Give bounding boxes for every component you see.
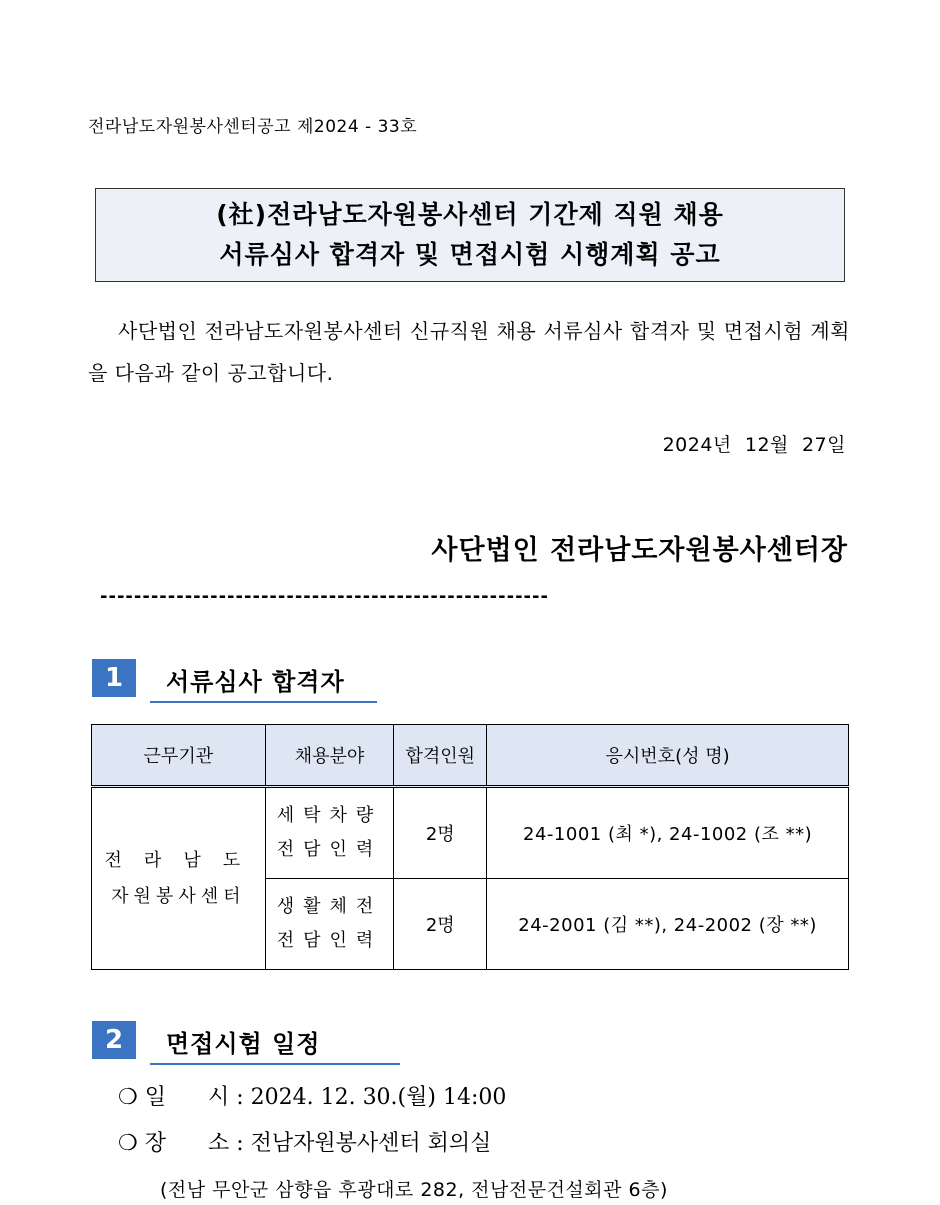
issuer-name: 사단법인 전라남도자원봉사센터장 xyxy=(431,535,848,566)
header-field: 채용분야 xyxy=(265,725,394,787)
section-2-title: 면접시험 일정 xyxy=(150,1024,400,1065)
schedule-label: 일 시 xyxy=(144,1085,230,1110)
intro-paragraph xyxy=(88,310,850,394)
results-table xyxy=(91,724,849,970)
table-row xyxy=(92,787,849,879)
bullet-icon: ❍ xyxy=(118,1085,138,1110)
separator-line: ----------------------------------------------------- xyxy=(100,586,549,607)
header-org: 근무기관 xyxy=(92,725,266,787)
notice-number: 전라남도자원봉사센터공고 제2024 - 33호 xyxy=(88,117,418,137)
org-line-1: 전라남도 xyxy=(104,849,263,871)
ids-cell: 24-2001 (김 **), 24-2002 (장 **) xyxy=(487,879,849,970)
notice-date: 2024년 12월 27일 xyxy=(662,434,846,456)
schedule-item-location xyxy=(118,1126,491,1157)
field-cell xyxy=(265,879,394,970)
table-header-row xyxy=(92,725,849,787)
title-line-1: (社)전라남도자원봉사센터 기간제 직원 채용 xyxy=(216,200,724,229)
section-1-number: 1 xyxy=(92,659,136,697)
section-1-title: 서류심사 합격자 xyxy=(150,662,377,703)
schedule-value: : 전남자원봉사센터 회의실 xyxy=(236,1131,492,1156)
field-line-1: 세탁차량 xyxy=(276,805,383,826)
title-line-2: 서류심사 합격자 및 면접시험 시행계획 공고 xyxy=(219,240,721,269)
field-line-2: 전담인력 xyxy=(276,839,383,860)
field-line-2: 전담인력 xyxy=(276,930,383,951)
bullet-icon: ❍ xyxy=(118,1131,138,1156)
field-cell xyxy=(265,787,394,879)
count-cell: 2명 xyxy=(394,879,487,970)
schedule-value: : 2024. 12. 30.(월) 14:00 xyxy=(236,1085,507,1110)
header-count: 합격인원 xyxy=(394,725,487,787)
ids-cell: 24-1001 (최 *), 24-1002 (조 **) xyxy=(487,787,849,879)
location-address: (전남 무안군 삼향읍 후광대로 282, 전남전문건설회관 6층) xyxy=(160,1179,668,1201)
schedule-label: 장 소 xyxy=(144,1131,230,1156)
org-line-2: 자원봉사센터 xyxy=(111,885,246,907)
field-line-1: 생활체전 xyxy=(276,896,383,917)
schedule-item-datetime xyxy=(118,1080,506,1111)
org-cell xyxy=(92,787,266,970)
count-cell: 2명 xyxy=(394,787,487,879)
intro-text: 사단법인 전라남도자원봉사센터 신규직원 채용 서류심사 합격자 및 면접시험 계획을 다음과 같이 공고합니다. xyxy=(88,319,850,385)
title-box xyxy=(95,188,845,282)
section-2-number: 2 xyxy=(92,1021,136,1059)
header-ids: 응시번호(성 명) xyxy=(487,725,849,787)
